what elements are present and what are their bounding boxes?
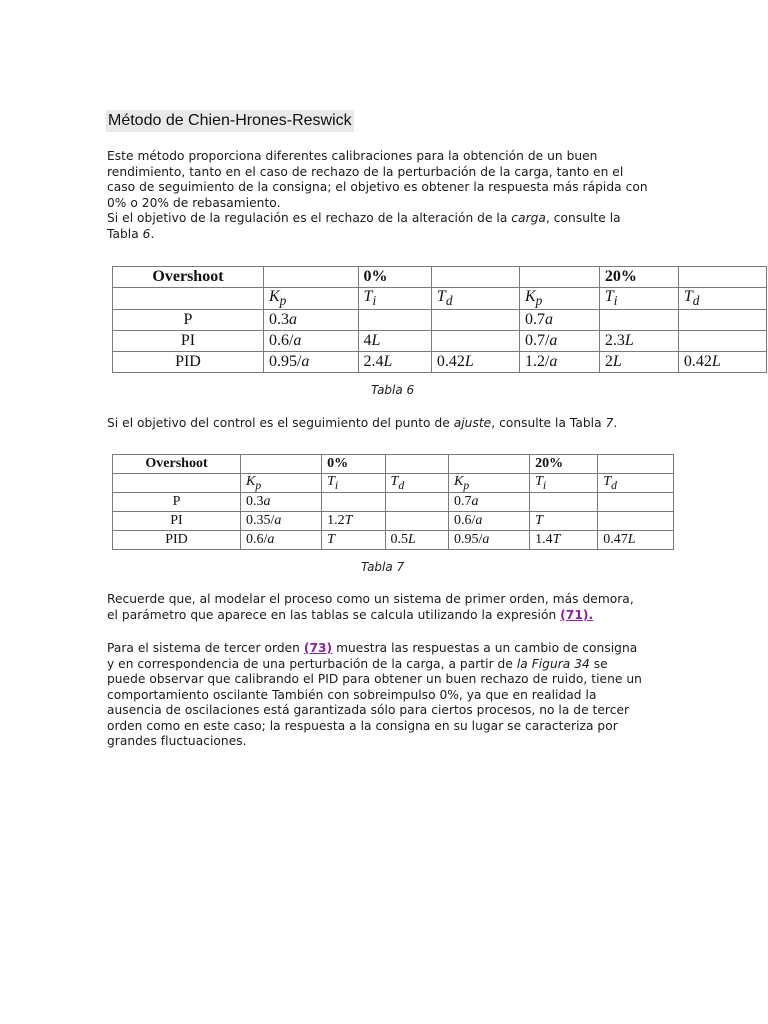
table-cell: 0.3a bbox=[241, 493, 322, 512]
table-6-caption: Tabla 6 bbox=[371, 383, 415, 397]
table-cell: 2L bbox=[599, 352, 678, 373]
header-cell bbox=[241, 455, 322, 474]
table-cell: 0.5L bbox=[385, 531, 448, 550]
text-line: Este método proporciona diferentes calibraciones para la obtención de un buen bbox=[107, 149, 598, 163]
table-cell: 2.4L bbox=[358, 352, 431, 373]
text-line: rendimiento, tanto en el caso de rechazo de la perturbación de la carga, tanto en el bbox=[107, 164, 624, 179]
table-cell bbox=[431, 310, 519, 331]
text-span: y en correspondencia de una perturbación de la carga, a partir de bbox=[107, 656, 517, 671]
header-0-percent: 0% bbox=[358, 267, 431, 288]
table-cell: 2.3L bbox=[599, 331, 678, 352]
header-cell bbox=[678, 267, 766, 288]
text-span: el parámetro que aparece en las tablas se calcula utilizando la expresión bbox=[107, 607, 561, 622]
emphasis-table-number: 6 bbox=[142, 226, 151, 241]
header-cell bbox=[598, 455, 674, 474]
text-span: Si el objetivo del control es el seguimiento del punto de bbox=[107, 416, 454, 430]
header-20-percent: 20% bbox=[599, 267, 678, 288]
table-cell bbox=[358, 310, 431, 331]
header-20-percent: 20% bbox=[530, 455, 598, 474]
table-cell: 0.6/a bbox=[241, 531, 322, 550]
row-label: P bbox=[113, 310, 264, 331]
text-line bbox=[107, 416, 667, 432]
table-cell: 0.3a bbox=[263, 310, 358, 331]
text-line bbox=[107, 227, 667, 243]
param-symbol: $T_d$ bbox=[385, 474, 448, 493]
text-span: muestra las respuestas a un cambio de consigna bbox=[332, 641, 638, 655]
table-cell bbox=[530, 493, 598, 512]
table-cell bbox=[385, 493, 448, 512]
header-cell bbox=[385, 455, 448, 474]
table-row bbox=[113, 493, 674, 512]
text-line: 0% o 20% de rebasamiento. bbox=[107, 195, 281, 210]
text-line: orden como en este caso; la respuesta a la consigna en su lugar se caracteriza por bbox=[107, 718, 618, 733]
header-overshoot: Overshoot bbox=[113, 455, 241, 474]
text-span: . bbox=[613, 416, 618, 430]
row-label: P bbox=[113, 493, 241, 512]
text-span: Tabla bbox=[107, 226, 143, 241]
text-line: ausencia de oscilaciones está garantizada sólo para ciertos procesos, no la de tercer bbox=[107, 703, 630, 717]
table-header-row bbox=[113, 267, 767, 288]
table-cell: 0.7/a bbox=[519, 331, 599, 352]
text-line bbox=[107, 657, 667, 673]
text-line: caso de seguimiento de la consigna; el objetivo es obtener la respuesta más rápida con bbox=[107, 180, 648, 194]
param-symbol: $K_p$ bbox=[241, 474, 322, 493]
table-cell: 0.95/a bbox=[449, 531, 530, 550]
table-cell bbox=[678, 310, 766, 331]
row-label: PID bbox=[113, 352, 264, 373]
table-cell: 1.4T bbox=[530, 531, 598, 550]
table-cell bbox=[599, 310, 678, 331]
text-line bbox=[107, 641, 667, 657]
text-line bbox=[107, 608, 667, 624]
paragraph-setpoint bbox=[107, 416, 667, 432]
table-6 bbox=[112, 266, 767, 373]
row-label: PI bbox=[113, 331, 264, 352]
table-subheader-row bbox=[113, 474, 674, 493]
emphasis-carga: carga bbox=[511, 211, 546, 225]
table-cell: 0.7a bbox=[519, 310, 599, 331]
row-label: PID bbox=[113, 531, 241, 550]
table-cell: 1.2/a bbox=[519, 352, 599, 373]
param-symbol: $T_d$ bbox=[598, 474, 674, 493]
param-symbol: $T_d$ bbox=[431, 288, 519, 310]
header-cell bbox=[449, 455, 530, 474]
text-span: Para el sistema de tercer orden bbox=[107, 641, 304, 655]
text-line bbox=[107, 211, 667, 227]
table-cell: T bbox=[322, 531, 385, 550]
table-cell bbox=[385, 512, 448, 531]
equation-71-link[interactable]: (71). bbox=[560, 607, 594, 622]
header-overshoot: Overshoot bbox=[113, 267, 264, 288]
table-cell: 0.35/a bbox=[241, 512, 322, 531]
emphasis-table-number: 7 bbox=[605, 416, 614, 430]
param-symbol: $T_d$ bbox=[678, 288, 766, 310]
table-cell bbox=[598, 493, 674, 512]
header-cell bbox=[263, 267, 358, 288]
table-7 bbox=[112, 454, 674, 550]
table-row bbox=[113, 331, 767, 352]
emphasis-figure-34: la Figura 34 bbox=[516, 656, 590, 671]
param-symbol: $T_i$ bbox=[358, 288, 431, 310]
param-symbol: $K_p$ bbox=[519, 288, 599, 310]
table-cell: 1.2T bbox=[322, 512, 385, 531]
table-row bbox=[113, 352, 767, 373]
table-cell bbox=[678, 331, 766, 352]
text-span: , consulte la bbox=[545, 211, 621, 225]
header-cell bbox=[431, 267, 519, 288]
text-span: , consulte la Tabla bbox=[491, 416, 606, 430]
table-cell: 0.42L bbox=[431, 352, 519, 373]
table-cell bbox=[598, 512, 674, 531]
table-cell bbox=[322, 493, 385, 512]
table-cell: T bbox=[530, 512, 598, 531]
section-title: Método de Chien-Hrones-Reswick bbox=[106, 110, 354, 132]
text-line: puede observar que calibrando el PID para obtener un buen rechazo de ruido, tiene un bbox=[107, 672, 642, 686]
table-cell: 0.42L bbox=[678, 352, 766, 373]
table-row bbox=[113, 531, 674, 550]
paragraph-reminder bbox=[107, 592, 667, 623]
table-header-row bbox=[113, 455, 674, 474]
subheader-cell bbox=[113, 288, 264, 310]
param-symbol: $K_p$ bbox=[449, 474, 530, 493]
table-cell: 0.6/a bbox=[449, 512, 530, 531]
emphasis-ajuste: ajuste bbox=[453, 416, 492, 430]
table-cell: 0.47L bbox=[598, 531, 674, 550]
text-line: grandes fluctuaciones. bbox=[107, 734, 247, 748]
table-row bbox=[113, 512, 674, 531]
paragraph-third-order bbox=[107, 641, 667, 750]
equation-73-link[interactable]: (73) bbox=[303, 641, 333, 655]
header-0-percent: 0% bbox=[322, 455, 385, 474]
table-cell: 4L bbox=[358, 331, 431, 352]
param-symbol: $K_p$ bbox=[263, 288, 358, 310]
param-symbol: $T_i$ bbox=[530, 474, 598, 493]
intro-paragraph bbox=[107, 149, 667, 242]
param-symbol: $T_i$ bbox=[599, 288, 678, 310]
subheader-cell bbox=[113, 474, 241, 493]
table-row bbox=[113, 310, 767, 331]
row-label: PI bbox=[113, 512, 241, 531]
param-symbol: $T_i$ bbox=[322, 474, 385, 493]
table-7-caption: Tabla 7 bbox=[361, 560, 405, 574]
header-cell bbox=[519, 267, 599, 288]
text-span: Si el objetivo de la regulación es el rechazo de la alteración de la bbox=[107, 211, 512, 225]
table-cell: 0.6/a bbox=[263, 331, 358, 352]
text-span: . bbox=[150, 226, 155, 241]
table-cell: 0.7a bbox=[449, 493, 530, 512]
table-cell bbox=[431, 331, 519, 352]
text-span: se bbox=[589, 656, 608, 671]
text-line: comportamiento oscilante También con sobreimpulso 0%, ya que en realidad la bbox=[107, 687, 597, 702]
text-line: Recuerde que, al modelar el proceso como un sistema de primer orden, más demora, bbox=[107, 592, 634, 606]
table-subheader-row bbox=[113, 288, 767, 310]
table-cell: 0.95/a bbox=[263, 352, 358, 373]
